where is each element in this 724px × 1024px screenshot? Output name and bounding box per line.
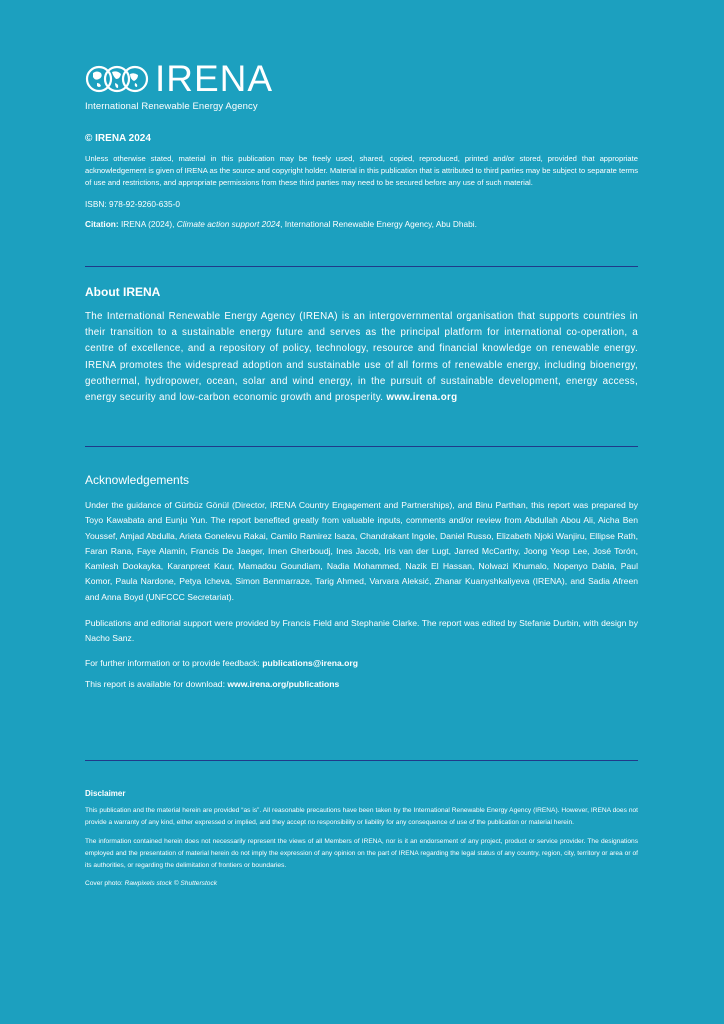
about-section (85, 285, 638, 406)
feedback-text: For further information or to provide feedback: (85, 657, 263, 668)
copyright-section (85, 133, 638, 229)
citation (85, 219, 638, 229)
about-body: The International Renewable Energy Agency (IRENA) is an intergovernmental organisation that supports countries in their transition to a sustainable energy future and serves as the principal platform for international co-operation, a centre of excellence, and a repository of policy, technology, resource and financial knowledge on renewable energy. IRENA promotes the widespread adoption and sustainable use of all forms of renewable energy, including bioenergy, geothermal, hydropower, ocean, solar and wind energy, in the pursuit of sustainable development, energy access, energy security and low-carbon economic growth and prosperity. (85, 311, 638, 404)
cover-label: Cover photo: (85, 880, 125, 887)
acknowledgements-para2: Publications and editorial support were provided by Francis Field and Stephanie Clarke. The report was edited by Stefanie Durbin, with design by Nacho Sanz. (85, 618, 638, 644)
logo-subtitle: International Renewable Energy Agency (85, 101, 258, 112)
feedback-line (85, 658, 638, 668)
citation-post: , International Renewable Energy Agency, Abu Dhabi. (280, 218, 477, 229)
irena-website-link[interactable]: www.irena.org (386, 392, 458, 404)
cover-photo-credit (85, 880, 638, 887)
irena-logo (85, 60, 273, 112)
feedback-email-link[interactable]: publications@irena.org (262, 657, 358, 668)
disclaimer-heading: Disclaimer (85, 789, 126, 798)
globe-logo-icon (85, 61, 149, 97)
divider (85, 446, 638, 447)
download-line (85, 679, 638, 689)
cover-credit: Rawpixels stock © Shutterstock (124, 880, 218, 887)
copyright-title: © IRENA 2024 (85, 133, 151, 144)
disclaimer-para1: This publication and the material herein are provided “as is”. All reasonable precautions have been taken by the International Renewable Energy Agency (IRENA). However, IRENA does not provide a warranty of any kind, either expressed or implied, and they accept no responsibility or liability for any consequence of use of the publication or material herein. (85, 807, 638, 826)
about-heading: About IRENA (85, 285, 161, 299)
about-text (85, 309, 638, 406)
download-link[interactable]: www.irena.org/publications (227, 678, 340, 689)
citation-label: Citation: (85, 218, 119, 229)
disclaimer-para2: The information contained herein does not necessarily represent the views of all Members of IRENA, nor is it an endorsement of any project, product or service provider. The designations employed and the presentation of material herein do not imply the expression of any opinion on the part of IRENA regarding the legal status of any country, region, city, territory or area or of its authorities, or regarding the delimitation of frontiers or boundaries. (85, 838, 638, 869)
disclaimer-section (85, 789, 638, 887)
acknowledgements-para1: Under the guidance of Gürbüz Gönül (Director, IRENA Country Engagement and Partnerships), and Binu Parthan, this report was prepared by Toyo Kawabata and Eunju Yun. The report benefited greatly from valuable inputs, comments and/or review from Abdullah Abou Ali, Aicha Ben Youssef, Amjad Abdulla, Arieta Gonelevu Rakai, Camilo Ramirez Isaza, Chandrakant Ingole, Daniel Russo, Elizabeth Njoki Wanjiru, Ellipse Rath, Faran Rana, Faye Alamin, Francis De Jaeger, Imen Gherboudj, Ines Jacob, Iris van der Lugt, Jarred McCarthy, Joong Yeop Lee, José Torón, Kamlesh Dookayka, Karanpreet Kaur, Mamadou Goundiam, Nadia Mohammed, Nazik El Hassan, Nolwazi Khumalo, Nopenyo Dabla, Paul Komor, Paula Nardone, Petya Icheva, Simon Benmarraze, Tarig Ahmed, Varvara Aleksić, Zhanar Kuanyshkaliyeva (IRENA), and Sadia Afreen and Anna Boyd (UNFCCC Secretariat). (85, 500, 638, 602)
copyright-notice: Unless otherwise stated, material in this publication may be freely used, shared, copied, reproduced, printed and/or stored, provided that appropriate acknowledgement is given of IRENA as the source and copyright holder. Material in this publication that is attributed to third parties may be subject to separate terms of use and restrictions, and appropriate permissions from these third parties may need to be secured before any use of such material. (85, 154, 638, 188)
isbn: ISBN: 978-92-9260-635-0 (85, 198, 181, 209)
acknowledgements-heading: Acknowledgements (85, 473, 190, 487)
download-text: This report is available for download: (85, 678, 228, 689)
citation-title: Climate action support 2024 (176, 218, 281, 229)
divider (85, 760, 638, 761)
citation-pre: IRENA (2024), (118, 218, 177, 229)
divider (85, 266, 638, 267)
acknowledgements-section (85, 473, 638, 689)
logo-wordmark: IRENA (155, 58, 274, 99)
